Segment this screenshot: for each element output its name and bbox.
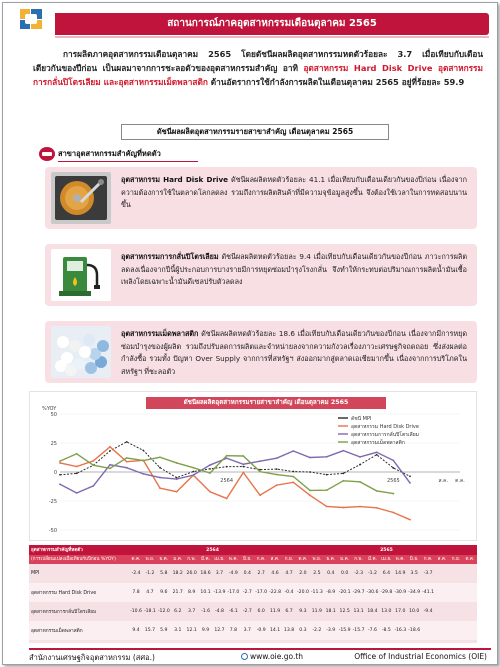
chart-data-point	[342, 507, 344, 509]
table-header-year-2564: 2564	[129, 545, 296, 555]
chart-data-point	[276, 474, 278, 476]
table-month-header: ม.ค.	[171, 555, 185, 564]
table-cell: -16.3	[393, 621, 407, 640]
table-cell: 18.2	[171, 564, 185, 583]
chart-data-point	[376, 507, 378, 509]
oie-logo-icon	[20, 9, 42, 29]
table-header-label-top: อุตสาหกรรมสำคัญที่หดตัว	[29, 545, 129, 555]
table-cell: 2.5	[310, 564, 324, 583]
table-cell: 2.0	[296, 564, 310, 583]
chart-ytick-label: 25	[50, 441, 57, 447]
chart-data-point	[209, 491, 211, 493]
sector-plastic-text	[121, 328, 467, 378]
table-cell: -20.0	[296, 583, 310, 602]
chart-data-point	[226, 455, 228, 457]
table-cell: 4.7	[143, 583, 157, 602]
globe-icon	[241, 653, 248, 660]
chart-data-point	[309, 457, 311, 459]
chart-data-point	[292, 471, 294, 473]
table-cell: -29.7	[352, 583, 366, 602]
chart-data-point	[309, 494, 311, 496]
chart-data-point	[192, 474, 194, 476]
chart-data-point	[359, 481, 361, 483]
intro-text-1: การผลิตภาคอุตสาหกรรมเดือนตุลาคม 2565 โดยดัชนีผลผลิตอุตสาหกรรมหดตัวร้อยละ 3.7 เมื่อเทียบกับเดือนเดียวกันของปีก่อน เป็นผลมาจากการชะลอตัวของอุตสาหกรรมสำคัญ อาทิ	[33, 49, 483, 73]
chart-ytick-label: 50	[50, 412, 57, 418]
table-cell: -8.5	[379, 621, 393, 640]
table-cell: 7.8	[226, 621, 240, 640]
chart-data-point	[176, 462, 178, 464]
chart-data-point	[159, 487, 161, 489]
table-cell: 14.9	[393, 564, 407, 583]
chart-data-point	[242, 463, 244, 465]
chart-data-point	[192, 467, 194, 469]
chart-data-point	[159, 467, 161, 469]
table-cell: 11.9	[268, 602, 282, 621]
chart-data-point	[259, 494, 261, 496]
chart-data-point	[292, 481, 294, 483]
table-month-header: พ.ย.	[143, 555, 157, 564]
table-cell: -0.4	[282, 583, 296, 602]
chart-data-point	[359, 464, 361, 466]
table-month-header: พ.ค.	[393, 555, 407, 564]
table-month-header: เม.ย.	[214, 557, 225, 562]
chart-data-point	[126, 461, 128, 463]
chart-data-point	[109, 446, 111, 448]
table-cell: -3.7	[421, 564, 435, 583]
table-cell: 3.7	[213, 564, 227, 583]
chart-series-line	[60, 447, 410, 520]
chart-data-point	[109, 468, 111, 470]
chart-data-point	[59, 474, 61, 476]
table-cell	[435, 564, 449, 583]
sector-hdd-desc: ดัชนีผลผลิตหดตัวร้อยละ 41.1 เมื่อเทียบกับเดือนเดียวกันของปีก่อน เนื่องจากความต้องการใช้ในตลาดโลกลดลง รวมถึงการผลิตสินค้าที่มีความจุข้อมูลสูงขึ้น จึงต้องใช้เวลาในการทดสอบนานขึ้น	[121, 175, 468, 209]
sector-petroleum-name: อุตสาหกรรมการกลั่นปิโตรเลียม	[121, 252, 219, 261]
chart-data-point	[242, 466, 244, 468]
table-cell: -17.0	[226, 583, 240, 602]
table-cell: 10.1	[199, 583, 213, 602]
chart-data-point	[326, 506, 328, 508]
table-month-header: ม.ค.	[338, 555, 352, 564]
fuel-pump-icon	[51, 249, 111, 301]
chart-data-point	[409, 519, 411, 521]
oie-logo	[13, 9, 49, 39]
table-cell: 6.2	[171, 602, 185, 621]
table-month-header: พ.ย.	[310, 555, 324, 564]
table-cell: 9.6	[157, 583, 171, 602]
table-cell	[421, 621, 435, 640]
chart-data-point	[276, 484, 278, 486]
chart-data-point	[276, 457, 278, 459]
table-cell	[463, 602, 477, 621]
chart-title: ดัชนีผลผลิตอุตสาหกรรมรายสาขาสำคัญ เดือนตุลาคม 2565	[146, 397, 386, 409]
table-row-label: อุตสาหกรรมเม็ดพลาสติก	[29, 621, 129, 640]
table-cell	[449, 621, 463, 640]
hard-disk-icon	[51, 172, 111, 224]
table-header-label-bottom: (การเปลี่ยนแปลงเมื่อเทียบกับปีก่อน %YOY)	[29, 555, 129, 564]
table-cell	[449, 564, 463, 583]
table-cell	[435, 583, 449, 602]
chart-data-point	[259, 460, 261, 462]
chart-data-point	[276, 468, 278, 470]
sector-plastic-desc: ดัชนีผลผลิตหดตัวร้อยละ 18.6 เมื่อเทียบกับเดือนเดียวกันของปีก่อน เนื่องจากมีการหยุดซ่อมบำรุงของผู้ผลิต รวมถึงปรับลดการผลิตและจำหน่ายลงจากความกังวลเรื่องภาวะเศรษฐกิจถดถอย ซึ่งส่งผลต่อกำลังซื้อ รวมทั้ง ปัญหา Over Supply จากการที่สหรัฐฯ ส่งออกมากสู่ตลาดเอเชียมากขึ้น เนื่องจากการบริโภคในสหรัฐฯ ที่ชะลอตัว	[121, 329, 467, 376]
table-cell: -9.4	[421, 602, 435, 621]
chart-data-point	[142, 460, 144, 462]
table-month-header: มี.ค.	[366, 555, 380, 564]
chart-legend-label: อุตสาหกรรมการกลั่นปิโตรเลียม	[351, 432, 419, 438]
chart-data-point	[392, 467, 394, 469]
sector-hdd-name: อุตสาหกรรม Hard Disk Drive	[121, 175, 229, 184]
chart-data-point	[409, 475, 411, 477]
table-cell: -1.2	[143, 564, 157, 583]
table-cell: 21.7	[171, 583, 185, 602]
table-cell: -15.9	[338, 621, 352, 640]
chart-legend-label: อุตสาหกรรมเม็ดพลาสติก	[351, 440, 405, 446]
table-cell: -4.8	[213, 602, 227, 621]
table-header-year-2565: 2565	[296, 545, 477, 555]
table-cell: 9.4	[129, 621, 143, 640]
chart-data-point	[342, 450, 344, 452]
table-cell: 13.8	[282, 621, 296, 640]
chart-data-point	[226, 457, 228, 459]
chart-data-point	[209, 472, 211, 474]
chart-data-point	[76, 492, 78, 494]
plastic-pellets-icon	[51, 326, 111, 378]
chart-xtick-label: ส.ค.	[438, 478, 449, 484]
table-month-header: มี.ค.	[199, 555, 213, 564]
table-cell: -11.3	[310, 583, 324, 602]
table-cell: -30.9	[393, 583, 407, 602]
table-row	[29, 564, 477, 583]
table-cell: -13.9	[213, 583, 227, 602]
table-cell	[435, 602, 449, 621]
chart-data-point	[392, 493, 394, 495]
chart-xtick-label: 2565	[386, 478, 400, 484]
index-table	[29, 545, 477, 643]
table-cell: 17.0	[393, 602, 407, 621]
page-frame	[2, 2, 498, 665]
table-cell: -17.0	[254, 583, 268, 602]
chart-data-point	[392, 460, 394, 462]
table-cell: 13.0	[379, 602, 393, 621]
table-cell: 0.3	[296, 621, 310, 640]
table-cell: 0.4	[240, 564, 254, 583]
chart-data-point	[259, 471, 261, 473]
chart-data-point	[292, 476, 294, 478]
table-row-label: อุตสาหกรรมการกลั่นปิโตรเลียม	[29, 602, 129, 621]
chart-svg	[30, 392, 478, 542]
table-cell: 4.7	[282, 564, 296, 583]
table-row	[29, 602, 477, 621]
table-row	[29, 621, 477, 640]
table-cell: 12.7	[213, 621, 227, 640]
chart-data-point	[226, 498, 228, 500]
table-cell: 5.9	[157, 621, 171, 640]
table-month-header: ต.ค.	[296, 555, 310, 564]
table-cell	[463, 564, 477, 583]
table-month-header: ส.ค.	[435, 555, 449, 564]
table-month-header: ต.ค.	[463, 555, 477, 564]
table-row-label: MPI	[29, 564, 129, 583]
chart-data-point	[76, 453, 78, 455]
chart-data-point	[376, 490, 378, 492]
table-cell	[435, 621, 449, 640]
sector-petroleum-desc: ดัชนีผลผลิตหดตัวร้อยละ 9.4 เมื่อเทียบกับเดือนเดียวกันของปีก่อน ภาวะการผลิตลดลงเนื่องจากปีนี้ผู้ประกอบการบางรายมีการหยุดซ่อมบำรุงโรงกลั่น จึงทำให้กระทบต่อปริมาณการผลิตน้ำมันเชื้อเพลิงโดยเฉพาะน้ำมันดีเซลปรับตัวลดลง	[121, 252, 467, 286]
chart-data-point	[192, 471, 194, 473]
table-cell: 3.7	[185, 602, 199, 621]
chart-data-point	[126, 441, 128, 443]
chart-ytick-label: -50	[48, 528, 57, 534]
table-cell: -30.6	[366, 583, 380, 602]
chart-data-point	[392, 512, 394, 514]
chart-data-point	[209, 464, 211, 466]
table-cell: -2.7	[240, 602, 254, 621]
footer-website[interactable]	[241, 652, 303, 661]
chart-data-point	[109, 450, 111, 452]
chart-data-point	[326, 474, 328, 476]
chart-data-point	[142, 473, 144, 475]
chart-data-point	[92, 464, 94, 466]
table-cell: -41.1	[421, 583, 435, 602]
intro-paragraph	[33, 47, 483, 89]
table-cell	[463, 583, 477, 602]
intro-highlight: อุตสาหกรรม Hard Disk Drive อุตสาหกรรมการกลั่นปิโตรเลียม และอุตสาหกรรมเม็ดพลาสติก	[33, 63, 483, 87]
table-cell: -10.6	[129, 602, 143, 621]
chart-data-point	[159, 456, 161, 458]
table-month-header: ต.ค.	[129, 555, 143, 564]
table-cell: 0.0	[338, 564, 352, 583]
table-cell: -20.1	[338, 583, 352, 602]
chart-data-point	[59, 460, 61, 462]
table-cell	[449, 602, 463, 621]
sector-petroleum-text	[121, 251, 467, 289]
chart-data-point	[109, 464, 111, 466]
table-cell: -2.4	[129, 564, 143, 583]
table-cell: 8.9	[185, 583, 199, 602]
chart-data-point	[359, 456, 361, 458]
chart-legend-label: อุตสาหกรรม Hard Disk Drive	[351, 424, 419, 430]
table-cell: 6.0	[254, 602, 268, 621]
table-cell: 14.1	[268, 621, 282, 640]
table-month-header: ก.ค.	[421, 555, 435, 564]
chart-data-point	[309, 471, 311, 473]
footer-divider	[29, 648, 491, 650]
chart-data-point	[409, 482, 411, 484]
table-cell: -12.0	[157, 602, 171, 621]
chart-data-point	[242, 455, 244, 457]
table-month-header: ธ.ค.	[157, 555, 171, 564]
table-cell: -22.8	[268, 583, 282, 602]
index-chart	[29, 391, 477, 541]
chart-legend-label: ดัชนี MPI	[351, 416, 372, 422]
table-cell: 3.5	[407, 564, 421, 583]
table-month-header: ก.พ.	[185, 555, 199, 564]
chart-data-point	[309, 490, 311, 492]
table-cell: 3.7	[240, 621, 254, 640]
table-month-header: มิ.ย.	[407, 555, 421, 564]
table-cell: 18.6	[199, 564, 213, 583]
table-cell: 7.8	[129, 583, 143, 602]
footer-org-th: สำนักงานเศรษฐกิจอุตสาหกรรม (สศอ.)	[29, 653, 155, 662]
table-cell: -29.8	[379, 583, 393, 602]
table-cell: 11.9	[310, 602, 324, 621]
chart-data-point	[159, 477, 161, 479]
table-month-header: พ.ค.	[226, 555, 240, 564]
sector-card-petroleum	[45, 244, 477, 306]
table-cell	[463, 621, 477, 640]
table-month-header: มิ.ย.	[240, 555, 254, 564]
table-cell: 0.4	[324, 564, 338, 583]
footer-org-en: Office of Industrial Economics (OIE)	[354, 652, 487, 661]
table-cell: -7.6	[366, 621, 380, 640]
table-cell: 9.9	[199, 621, 213, 640]
chart-data-point	[76, 466, 78, 468]
table-cell: -2.3	[352, 564, 366, 583]
chart-data-point	[226, 466, 228, 468]
intro-text-2: ด้านอัตราการใช้กำลังการผลิตในเดือนตุลาคม 2565 อยู่ที่ร้อยละ 59.9	[207, 77, 465, 87]
chart-data-point	[292, 450, 294, 452]
table-month-header: ธ.ค.	[324, 555, 338, 564]
page-title: สถานการณ์ภาคอุตสาหกรรมเดือนตุลาคม 2565	[55, 13, 489, 35]
chart-data-point	[126, 457, 128, 459]
chart-data-point	[342, 480, 344, 482]
chart-data-point	[359, 506, 361, 508]
table-month-header: ส.ค.	[268, 555, 282, 564]
table-cell: 26.0	[185, 564, 199, 583]
index-title-box: ดัชนีผลผลิตอุตสาหกรรมรายสาขาสำคัญ เดือนตุลาคม 2565	[121, 124, 389, 140]
page-footer	[29, 648, 491, 664]
table-cell: 15.7	[143, 621, 157, 640]
table-cell: -1.6	[199, 602, 213, 621]
table-cell: -4.9	[226, 564, 240, 583]
sector-plastic-name: อุตสาหกรรมเม็ดพลาสติก	[121, 329, 199, 338]
table-cell: 18.4	[366, 602, 380, 621]
table-cell: 10.0	[407, 602, 421, 621]
table-cell: 4.6	[268, 564, 282, 583]
chart-data-point	[326, 456, 328, 458]
table-cell: -2.7	[240, 583, 254, 602]
section-declining-label: สาขาอุตสาหกรรมสำคัญที่หดตัว	[58, 147, 198, 162]
chart-ylabel: %YOY	[42, 406, 57, 412]
chart-xtick-label: 2564	[220, 478, 234, 484]
chart-data-point	[376, 451, 378, 453]
table-month-header: ก.ย.	[449, 555, 463, 564]
chart-data-point	[142, 450, 144, 452]
table-cell: -34.9	[407, 583, 421, 602]
table-row	[29, 583, 477, 602]
table-cell	[449, 583, 463, 602]
chart-data-point	[76, 472, 78, 474]
table-cell: -3.9	[324, 621, 338, 640]
sector-card-plastic	[45, 321, 477, 383]
chart-data-point	[176, 491, 178, 493]
chart-data-point	[59, 462, 61, 464]
table-month-header: ก.ย.	[282, 555, 296, 564]
table-cell: -8.9	[324, 583, 338, 602]
table-cell: 9.3	[296, 602, 310, 621]
chart-data-point	[376, 454, 378, 456]
sector-card-hdd	[45, 167, 477, 229]
table-cell: -18.1	[143, 602, 157, 621]
header-divider	[55, 36, 489, 38]
table-cell: -2.2	[310, 621, 324, 640]
footer-website-text: www.oie.go.th	[250, 652, 304, 661]
minus-circle-icon	[39, 147, 55, 161]
table-cell: -1.2	[366, 564, 380, 583]
chart-ytick-label: 0	[53, 470, 57, 476]
chart-data-point	[126, 467, 128, 469]
chart-ytick-label: -25	[48, 499, 57, 505]
chart-data-point	[342, 472, 344, 474]
table-cell: -0.9	[254, 621, 268, 640]
chart-data-point	[92, 485, 94, 487]
table-month-header: ก.ค.	[254, 555, 268, 564]
table-cell: 6.4	[379, 564, 393, 583]
table-cell: 12.1	[185, 621, 199, 640]
table-cell: -6.1	[226, 602, 240, 621]
chart-data-point	[209, 468, 211, 470]
table-cell: 5.8	[157, 564, 171, 583]
table-cell: 2.7	[254, 564, 268, 583]
chart-data-point	[176, 478, 178, 480]
chart-data-point	[92, 460, 94, 462]
sector-hdd-text	[121, 174, 467, 212]
chart-data-point	[59, 483, 61, 485]
table-cell: 18.1	[324, 602, 338, 621]
table-month-header: ก.พ.	[352, 555, 366, 564]
table-cell: -18.6	[407, 621, 421, 640]
chart-data-point	[326, 489, 328, 491]
table-month-header: เม.ย.	[381, 557, 392, 562]
table-row-label: อุตสาหกรรม Hard Disk Drive	[29, 583, 129, 602]
table-cell: -15.7	[352, 621, 366, 640]
table-cell: 13.1	[352, 602, 366, 621]
table-cell: 3.1	[171, 621, 185, 640]
chart-data-point	[242, 472, 244, 474]
table-cell: 12.5	[338, 602, 352, 621]
table-cell: 6.7	[282, 602, 296, 621]
chart-xtick-label: ต.ค.	[455, 478, 465, 484]
